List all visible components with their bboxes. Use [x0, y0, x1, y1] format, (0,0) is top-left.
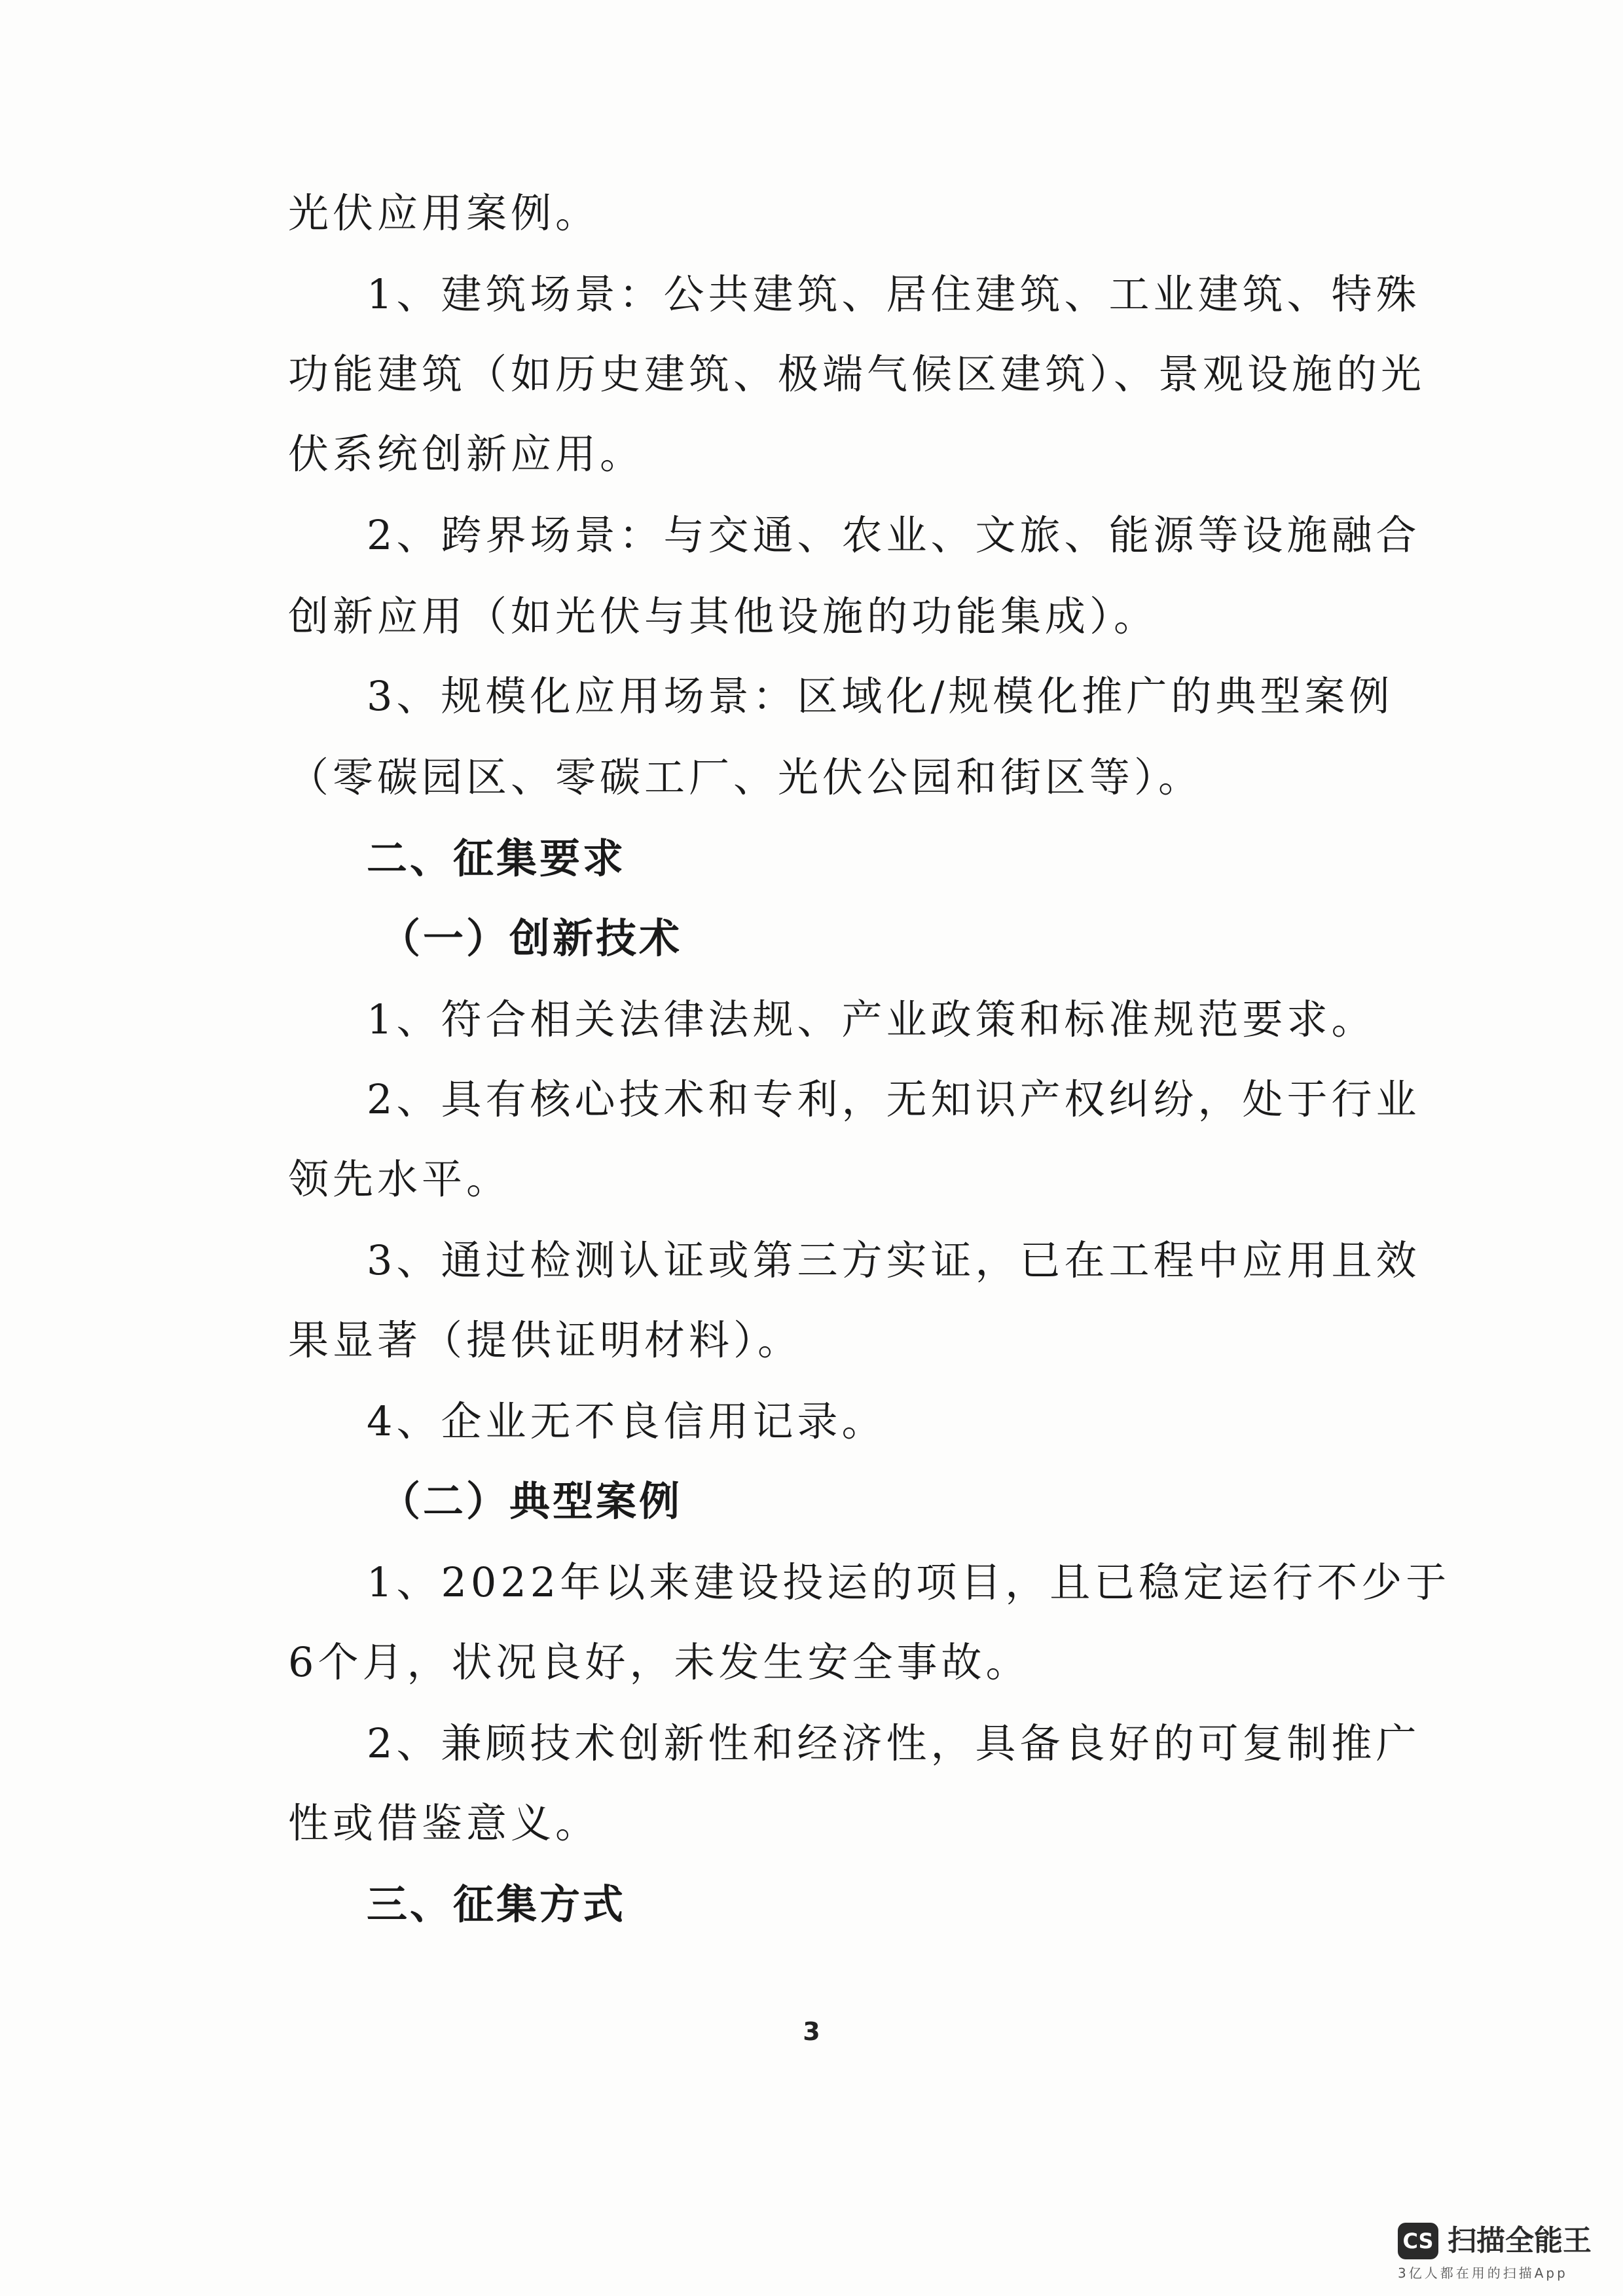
- page-number: 3: [803, 2017, 820, 2046]
- text-line: 伏系统创新应用。: [288, 430, 645, 478]
- text-line: 1、符合相关法律法规、产业政策和标准规范要求。: [367, 996, 1376, 1043]
- text-line: 1、2022年以来建设投运的项目，且已稳定运行不少于: [367, 1558, 1451, 1606]
- text-line: 2、跨界场景：与交通、农业、文旅、能源等设施融合: [367, 511, 1421, 559]
- text-line: 性或借鉴意义。: [288, 1799, 600, 1847]
- watermark-app-name: 扫描全能王: [1448, 2224, 1592, 2257]
- text-line: 3、通过检测认证或第三方实证，已在工程中应用且效: [367, 1236, 1421, 1284]
- text-line: 创新应用（如光伏与其他设施的功能集成）。: [288, 592, 1159, 640]
- text-line: 果显著（提供证明材料）。: [288, 1316, 803, 1364]
- text-line: 3、规模化应用场景：区域化/规模化推广的典型案例: [367, 672, 1394, 720]
- text-line: 1、建筑场景：公共建筑、居住建筑、工业建筑、特殊: [367, 270, 1421, 318]
- subsection-heading: （一）创新技术: [380, 914, 683, 962]
- text-line: 4、企业无不良信用记录。: [367, 1397, 886, 1445]
- camscanner-logo-icon: CS: [1398, 2223, 1438, 2259]
- text-line: （零碳园区、零碳工厂、光伏公园和街区等）。: [288, 753, 1203, 801]
- watermark-slogan: 3亿人都在用的扫描App: [1398, 2265, 1568, 2281]
- scanner-watermark: [1398, 2219, 1607, 2284]
- text-line: 领先水平。: [288, 1155, 511, 1203]
- text-line: 2、兼顾技术创新性和经济性，具备良好的可复制推广: [367, 1719, 1421, 1767]
- text-line: 光伏应用案例。: [288, 189, 600, 237]
- section-heading: 三、征集方式: [367, 1880, 627, 1928]
- text-line: 功能建筑（如历史建筑、极端气候区建筑）、景观设施的光: [288, 350, 1426, 398]
- text-line: 2、具有核心技术和专利，无知识产权纠纷，处于行业: [367, 1075, 1421, 1123]
- subsection-heading: （二）典型案例: [380, 1477, 683, 1525]
- section-heading: 二、征集要求: [367, 834, 627, 882]
- text-line: 6个月，状况良好，未发生安全事故。: [288, 1638, 1030, 1686]
